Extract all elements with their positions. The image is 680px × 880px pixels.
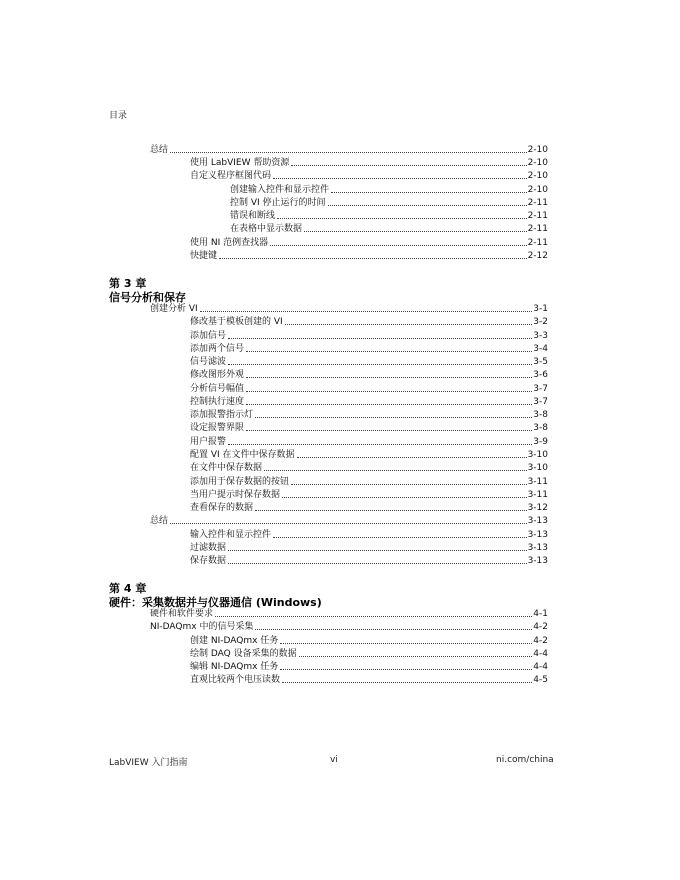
toc-entry-label: 当用户提示时保存数据 — [190, 490, 281, 500]
footer-page-number: vi — [330, 755, 338, 765]
toc-entry[interactable] — [190, 421, 548, 434]
toc-entry-label: 自定义程序框图代码 — [190, 171, 272, 181]
toc-entry[interactable] — [230, 183, 548, 196]
toc-entry-label: 修改图形外观 — [190, 370, 245, 380]
toc-entry-page: 3-9 — [533, 437, 548, 447]
toc-entry-label: 保存数据 — [190, 556, 227, 566]
toc-entry-page: 2-10 — [527, 158, 548, 168]
toc-entry-page: 4-5 — [533, 675, 548, 685]
leader-dots — [299, 656, 533, 657]
toc-entry-page: 3-3 — [533, 331, 548, 341]
leader-dots — [228, 338, 532, 339]
toc-entry[interactable] — [190, 554, 548, 567]
toc-entry-page: 2-11 — [527, 211, 548, 221]
chapter-4-number: 第 4 章 — [109, 582, 147, 595]
toc-entry[interactable] — [190, 475, 548, 488]
toc-entry-page: 3-13 — [527, 516, 548, 526]
leader-dots — [273, 178, 527, 179]
toc-entry-page: 2-12 — [527, 251, 548, 261]
toc-entry-page: 2-11 — [527, 198, 548, 208]
leader-dots — [304, 231, 527, 232]
toc-entry[interactable] — [190, 249, 548, 262]
running-header: 目录 — [109, 111, 128, 121]
toc-entry-label: 编辑 NI-DAQmx 任务 — [190, 662, 279, 672]
chapter-3-number: 第 3 章 — [109, 277, 147, 290]
leader-dots — [246, 430, 532, 431]
toc-entry-label: 创建分析 VI — [150, 304, 198, 314]
toc-entry-page: 3-11 — [527, 477, 548, 487]
toc-entry-page: 3-8 — [533, 423, 548, 433]
leader-dots — [215, 616, 532, 617]
leader-dots — [291, 165, 526, 166]
toc-entry-label: 错误和断线 — [230, 211, 276, 221]
toc-entry-page: 4-4 — [533, 662, 548, 672]
toc-entry[interactable] — [190, 461, 548, 474]
toc-entry-page: 2-10 — [527, 145, 548, 155]
toc-entry-page: 2-11 — [527, 224, 548, 234]
leader-dots — [255, 510, 527, 511]
toc-entry[interactable] — [190, 501, 548, 514]
leader-dots — [228, 550, 527, 551]
leader-dots — [228, 364, 532, 365]
toc-entry-label: 使用 LabVIEW 帮助资源 — [190, 158, 290, 168]
toc-entry-label: 用户报警 — [190, 437, 227, 447]
toc-entry-page: 4-4 — [533, 649, 548, 659]
toc-entry[interactable] — [190, 395, 548, 408]
toc-entry-page: 3-7 — [533, 397, 548, 407]
leader-dots — [264, 470, 527, 471]
leader-dots — [246, 404, 532, 405]
toc-entry-label: 总结 — [150, 516, 169, 526]
toc-entry-label: 配置 VI 在文件中保存数据 — [190, 450, 295, 460]
toc-entry-page: 3-10 — [527, 463, 548, 473]
leader-dots — [282, 682, 532, 683]
toc-entry-label: NI-DAQmx 中的信号采集 — [150, 622, 254, 632]
toc-entry[interactable] — [190, 382, 548, 395]
leader-dots — [219, 258, 527, 259]
leader-dots — [228, 563, 527, 564]
leader-dots — [170, 152, 527, 153]
toc-entry-label: 添加报警指示灯 — [190, 410, 254, 420]
toc-entry-label: 创建输入控件和显示控件 — [230, 185, 330, 195]
toc-entry-label: 输入控件和显示控件 — [190, 530, 272, 540]
toc-entry-label: 控制 VI 停止运行的时间 — [230, 198, 326, 208]
toc-entry-label: 查看保存的数据 — [190, 503, 254, 513]
leader-dots — [246, 351, 532, 352]
toc-entry[interactable] — [150, 302, 548, 315]
toc-entry-label: 在表格中显示数据 — [230, 224, 303, 234]
toc-entry[interactable] — [190, 528, 548, 541]
chapter-3-title[interactable]: 信号分析和保存 — [109, 291, 186, 304]
toc-entry-page: 3-12 — [527, 503, 548, 513]
leader-dots — [277, 218, 527, 219]
toc-entry-label: 快捷键 — [190, 251, 218, 261]
toc-entry[interactable] — [150, 514, 548, 527]
toc-entry[interactable] — [190, 169, 548, 182]
toc-entry[interactable] — [190, 673, 548, 686]
toc-entry-label: 在文件中保存数据 — [190, 463, 263, 473]
toc-entry[interactable] — [150, 143, 548, 156]
toc-entry-page: 2-10 — [527, 185, 548, 195]
toc-entry[interactable] — [230, 196, 548, 209]
toc-entry-page: 3-13 — [527, 530, 548, 540]
toc-entry[interactable] — [190, 368, 548, 381]
toc-entry[interactable] — [190, 488, 548, 501]
toc-entry[interactable] — [190, 435, 548, 448]
toc-entry-label: 使用 NI 范例查找器 — [190, 238, 269, 248]
leader-dots — [328, 205, 527, 206]
toc-entry-label: 设定报警界限 — [190, 423, 245, 433]
toc-entry-label: 添加两个信号 — [190, 344, 245, 354]
toc-entry-label: 创建 NI-DAQmx 任务 — [190, 636, 279, 646]
leader-dots — [255, 629, 532, 630]
toc-entry-page: 3-10 — [527, 450, 548, 460]
toc-entry-page: 3-11 — [527, 490, 548, 500]
toc-entry-page: 2-10 — [527, 171, 548, 181]
toc-entry-page: 3-13 — [527, 556, 548, 566]
toc-entry-label: 添加用于保存数据的按钮 — [190, 477, 290, 487]
toc-entry-page: 3-6 — [533, 370, 548, 380]
toc-entry[interactable] — [230, 209, 548, 222]
leader-dots — [246, 377, 532, 378]
toc-entry-label: 分析信号幅值 — [190, 384, 245, 394]
leader-dots — [291, 484, 527, 485]
leader-dots — [297, 457, 527, 458]
toc-entry-label: 控制执行速度 — [190, 397, 245, 407]
toc-entry-page: 3-13 — [527, 543, 548, 553]
leader-dots — [280, 643, 532, 644]
toc-entry[interactable] — [190, 156, 548, 169]
toc-entry-label: 总结 — [150, 145, 169, 155]
chapter-4-title[interactable]: 硬件：采集数据并与仪器通信 (Windows) — [109, 596, 322, 609]
toc-entry-label: 过滤数据 — [190, 543, 227, 553]
toc-entry-page: 3-5 — [533, 357, 548, 367]
toc-entry-label: 绘制 DAQ 设备采集的数据 — [190, 649, 297, 659]
toc-entry[interactable] — [190, 315, 548, 328]
toc-entry-label: 修改基于模板创建的 VI — [190, 317, 283, 327]
toc-entry-label: 信号滤波 — [190, 357, 227, 367]
leader-dots — [200, 311, 533, 312]
toc-entry-page: 3-2 — [533, 317, 548, 327]
toc-entry[interactable] — [190, 342, 548, 355]
toc-entry[interactable] — [190, 647, 548, 660]
toc-entry[interactable] — [150, 620, 548, 633]
leader-dots — [270, 245, 526, 246]
toc-entry-label: 直观比较两个电压读数 — [190, 675, 281, 685]
toc-entry[interactable] — [190, 634, 548, 647]
toc-entry[interactable] — [190, 236, 548, 249]
leader-dots — [282, 497, 527, 498]
leader-dots — [331, 192, 527, 193]
toc-entry[interactable] — [190, 660, 548, 673]
toc-entry[interactable] — [190, 541, 548, 554]
toc-entry-page: 3-8 — [533, 410, 548, 420]
toc-entry-page: 2-11 — [527, 238, 548, 248]
leader-dots — [273, 537, 527, 538]
toc-entry[interactable] — [150, 607, 548, 620]
toc-entry-page: 4-2 — [533, 622, 548, 632]
toc-entry[interactable] — [190, 448, 548, 461]
toc-entry-page: 4-1 — [533, 609, 548, 619]
toc-entry-page: 4-2 — [533, 636, 548, 646]
toc-entry-page: 3-4 — [533, 344, 548, 354]
toc-entry-page: 3-1 — [533, 304, 548, 314]
leader-dots — [246, 391, 532, 392]
leader-dots — [255, 417, 532, 418]
toc-entry[interactable] — [230, 222, 548, 235]
leader-dots — [170, 523, 527, 524]
toc-entry[interactable] — [190, 355, 548, 368]
toc-entry[interactable] — [190, 329, 548, 342]
toc-entry-label: 添加信号 — [190, 331, 227, 341]
leader-dots — [280, 669, 532, 670]
leader-dots — [228, 444, 532, 445]
leader-dots — [285, 324, 533, 325]
footer-book-title: LabVIEW 入门指南 — [109, 758, 188, 768]
toc-entry-page: 3-7 — [533, 384, 548, 394]
toc-entry[interactable] — [190, 408, 548, 421]
footer-website-link[interactable]: ni.com/china — [496, 755, 554, 765]
toc-entry-label: 硬件和软件要求 — [150, 609, 214, 619]
